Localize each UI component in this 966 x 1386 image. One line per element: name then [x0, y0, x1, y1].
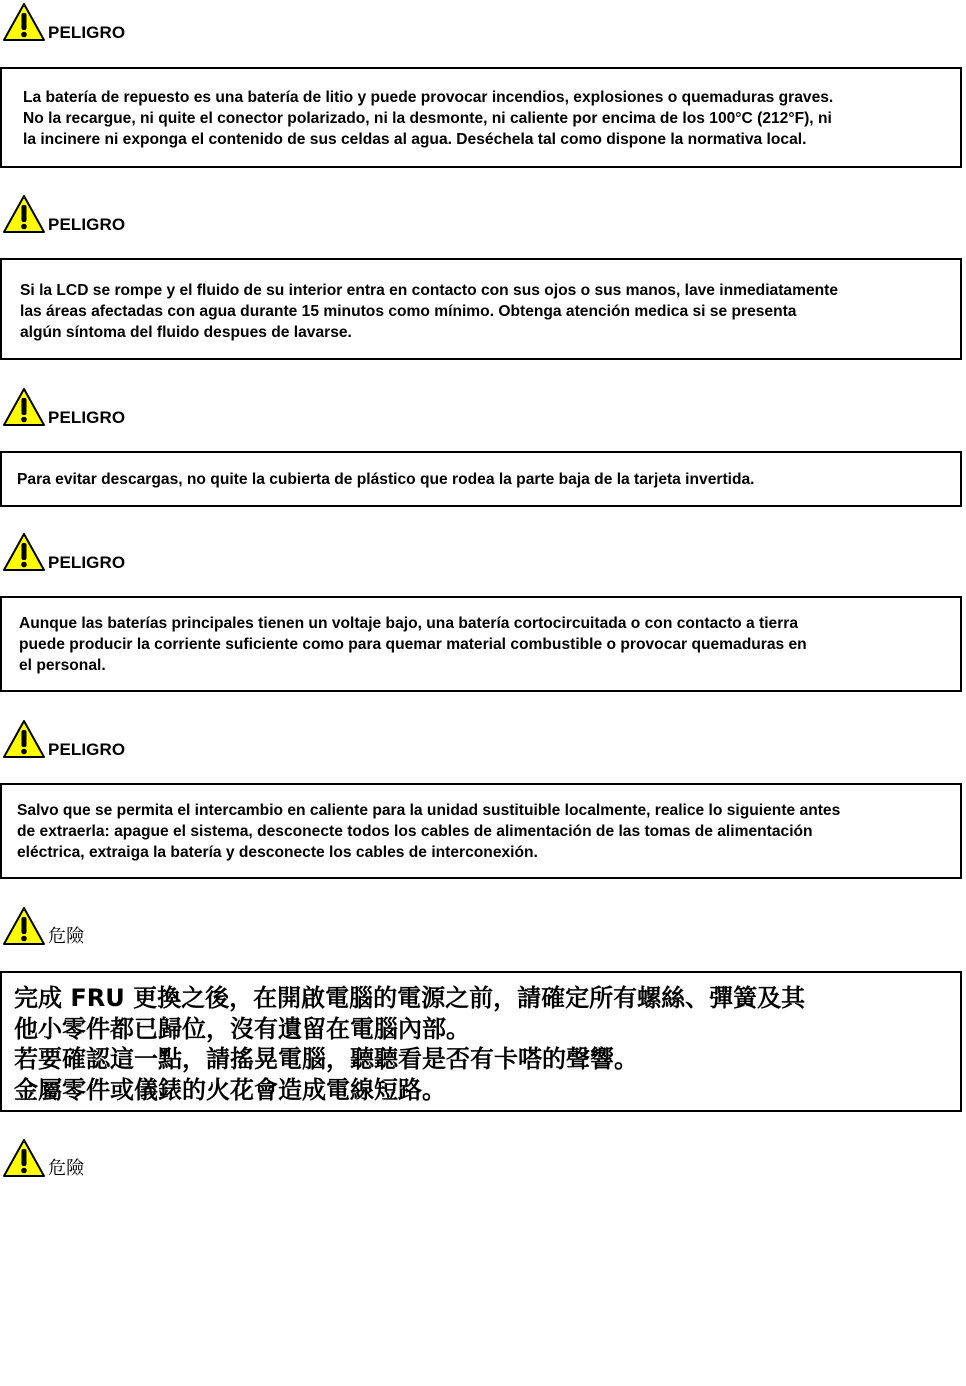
notice-line: algún síntoma del fluido despues de lavarse.: [20, 324, 352, 342]
notice-box: [0, 451, 962, 507]
warning-heading: [2, 1138, 84, 1178]
warning-heading: [2, 532, 125, 572]
notice-box: [0, 258, 962, 360]
notice-box: [0, 67, 962, 168]
danger-label: PELIGRO: [48, 215, 126, 234]
notice-line: 若要確認這一點，請搖晃電腦，聽聽看是否有卡嗒的聲響。: [14, 1045, 638, 1073]
warning-heading: [2, 194, 125, 234]
warning-triangle-icon: [2, 719, 46, 759]
notice-box: [0, 971, 962, 1112]
warning-heading: [2, 719, 125, 759]
notice-line: la incinere ni exponga el contenido de sus celdas al agua. Deséchela tal como dispone la normativa local.: [23, 131, 807, 149]
notice-line: 金屬零件或儀錶的火花會造成電線短路。: [14, 1075, 446, 1104]
notice-line: 完成 FRU 更換之後，在開啟電腦的電源之前，請確定所有螺絲、彈簧及其: [14, 984, 806, 1012]
notice-line: puede producir la corriente suficiente como para quemar material combustible o provocar quemaduras en: [19, 636, 807, 654]
notice-line: Salvo que se permita el intercambio en caliente para la unidad sustituible localmente, realice lo siguiente antes: [17, 802, 841, 819]
warning-heading: [2, 2, 125, 42]
notice-line: el personal.: [19, 657, 106, 675]
warning-triangle-icon: [2, 1138, 46, 1178]
danger-label: PELIGRO: [48, 23, 126, 42]
danger-label: PELIGRO: [48, 553, 126, 572]
warning-triangle-icon: [2, 532, 46, 572]
danger-label: PELIGRO: [48, 408, 126, 427]
notice-line: 他小零件都已歸位，沒有遺留在電腦內部。: [14, 1014, 470, 1043]
warning-triangle-icon: [2, 2, 46, 42]
notice-line: Si la LCD se rompe y el fluido de su interior entra en contacto con sus ojos o sus manos, lave inmediatamente: [20, 282, 839, 299]
warning-triangle-icon: [2, 387, 46, 427]
danger-label: PELIGRO: [48, 740, 126, 759]
notice-line: Aunque las baterías principales tienen un voltaje bajo, una batería cortocircuitada o con contacto a tierra: [19, 615, 799, 632]
warning-triangle-icon: [2, 906, 46, 946]
notice-line: La batería de repuesto es una batería de litio y puede provocar incendios, explosiones o quemaduras graves.: [23, 89, 834, 106]
notice-line: las áreas afectadas con agua durante 15 minutos como mínimo. Obtenga atención medica si se presenta: [20, 303, 797, 321]
warning-triangle-icon: [2, 194, 46, 234]
danger-label: 危險: [48, 926, 85, 946]
notice-line: eléctrica, extraiga la batería y desconecte los cables de interconexión.: [17, 844, 538, 862]
notice-line: Para evitar descargas, no quite la cubierta de plástico que rodea la parte baja de la tarjeta invertida.: [17, 471, 755, 488]
warning-heading: [2, 387, 125, 427]
notice-line: de extraerla: apague el sistema, desconecte todos los cables de alimentación de las tomas de alimentación: [17, 823, 813, 841]
warning-heading: [2, 906, 84, 946]
notice-line: No la recargue, ni quite el conector polarizado, ni la desmonte, ni caliente por encima de los 100°C (212°F), ni: [23, 110, 832, 128]
notice-box: [0, 596, 962, 692]
danger-label: 危險: [48, 1158, 85, 1178]
notice-box: [0, 783, 962, 879]
